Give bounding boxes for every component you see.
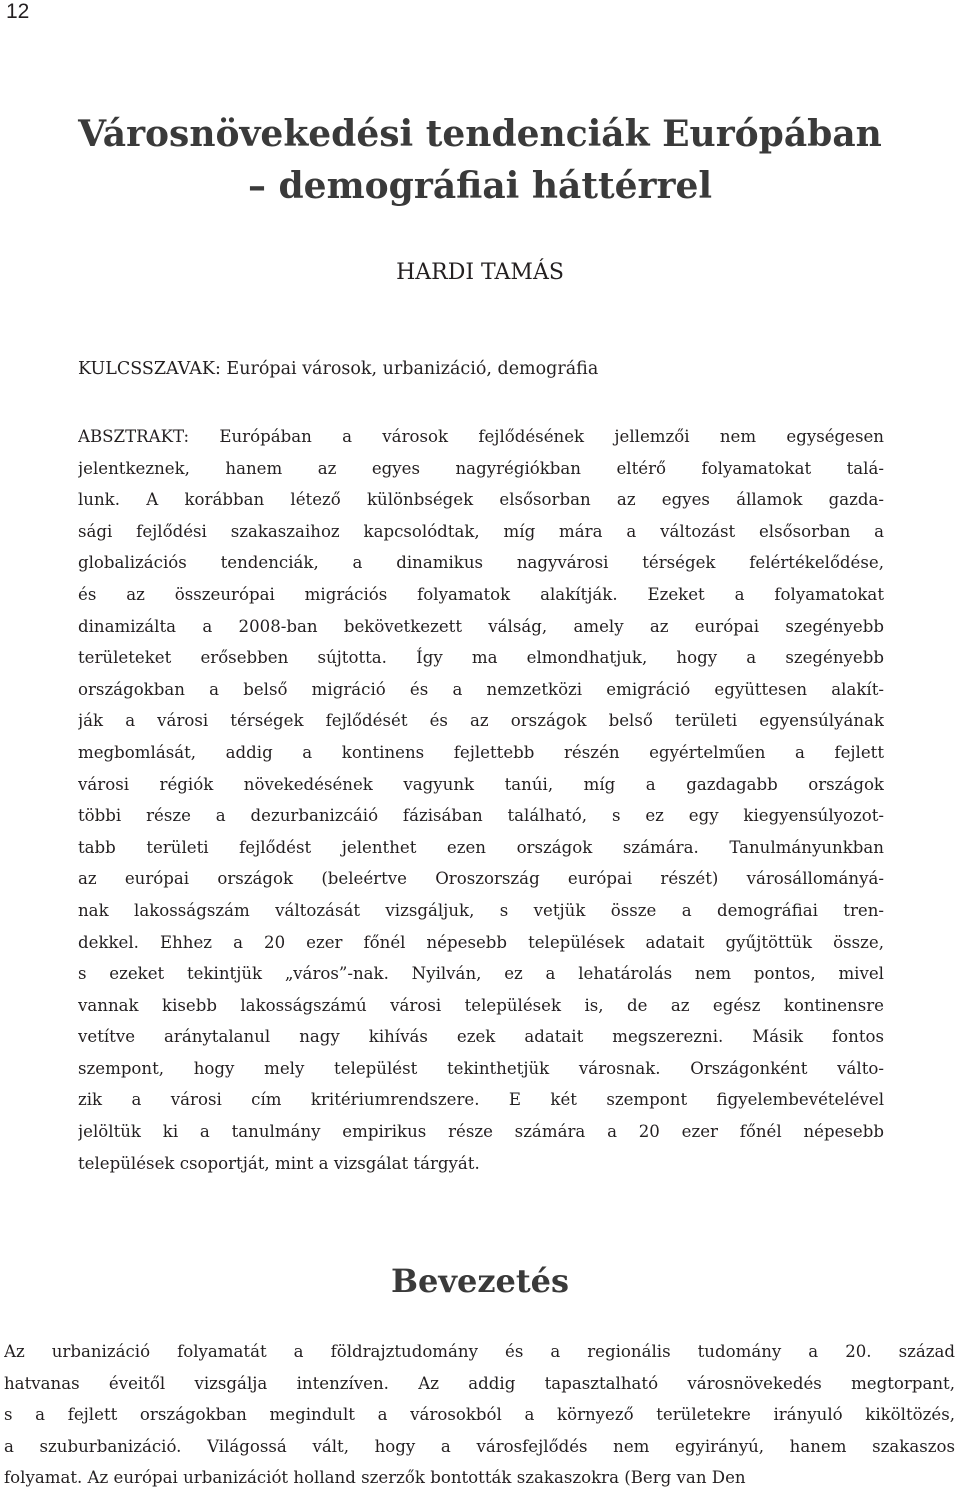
- abstract-line: megbomlását, addig a kontinens fejlettebb részén egyértelműen a fejlett: [78, 742, 884, 762]
- abstract-line: s ezeket tekintjük „város”-nak. Nyilván, ez a lehatárolás nem pontos, mivel: [78, 964, 884, 984]
- abstract-line: városi régiók növekedésének vagyunk tanúi, míg a gazdagabb országok: [78, 774, 884, 794]
- abstract-line: vannak kisebb lakosságszámú városi települések is, de az egész kontinensre: [78, 995, 884, 1015]
- body-text: [4, 1336, 955, 1494]
- article-title: [0, 108, 960, 212]
- page-number: 12: [6, 0, 30, 23]
- body-text-line: a szuburbanizáció. Világossá vált, hogy a városfejlődés nem egyirányú, hanem szakaszos: [4, 1436, 955, 1456]
- body-text-line: Az urbanizáció folyamatát a földrajztudomány és a regionális tudomány a 20. század: [4, 1342, 955, 1361]
- abstract-line: az európai országok (beleértve Oroszország európai részét) városállományá-: [78, 869, 884, 889]
- article-title-line-1: Városnövekedési tendenciák Európában: [78, 113, 882, 155]
- abstract-line: nak lakosságszám változását vizsgáljuk, s vetjük össze a demográfiai tren-: [78, 900, 884, 920]
- abstract-line: jelöltük ki a tanulmány empirikus része számára a 20 ezer főnél népesebb: [78, 1122, 884, 1142]
- abstract-line: zik a városi cím kritériumrendszere. E két szempont figyelembevételével: [78, 1090, 884, 1110]
- body-text-line: hatvanas éveitől vizsgálja intenzíven. Az addig tapasztalható városnövekedés megtorpant,: [4, 1373, 955, 1393]
- abstract-line: lunk. A korábban létező különbségek elsősorban az egyes államok gazda-: [78, 490, 884, 510]
- abstract-line: vetítve aránytalanul nagy kihívás ezek adatait megszerezni. Másik fontos: [78, 1027, 884, 1047]
- abstract-line: országokban a belső migráció és a nemzetközi emigráció együttesen alakít-: [78, 679, 884, 699]
- author-name: HARDI TAMÁS: [396, 260, 564, 285]
- article-title-line-2: – demográfiai háttérrel: [247, 165, 713, 207]
- abstract-line: települések csoportját, mint a vizsgálat tárgyát.: [78, 1153, 480, 1173]
- abstract-line: dekkel. Ehhez a 20 ezer főnél népesebb települések adatait gyűjtöttük össze,: [78, 932, 884, 952]
- abstract-line: tabb területi fejlődést jelenthet ezen országok számára. Tanulmányunkban: [78, 837, 884, 857]
- abstract-line: ják a városi térségek fejlődését és az országok belső területi egyensúlyának: [78, 711, 884, 731]
- abstract-line: jelentkeznek, hanem az egyes nagyrégiókban eltérő folyamatokat talá-: [78, 458, 884, 478]
- abstract-line: ABSZTRAKT: Európában a városok fejlődésének jellemzői nem egységesen: [78, 427, 884, 446]
- section-heading: Bevezetés: [390, 1262, 570, 1300]
- abstract-line: szempont, hogy mely települést tekinthetjük városnak. Országonként válto-: [78, 1058, 884, 1078]
- abstract-line: többi része a dezurbanizcáió fázisában található, s ez egy kiegyensúlyozot-: [78, 806, 884, 826]
- abstract-line: dinamizálta a 2008-ban bekövetkezett válság, amely az európai szegényebb: [78, 616, 884, 636]
- body-text-line: s a fejlett országokban megindult a városokból a környező területekre irányuló kiköltözés,: [4, 1405, 955, 1425]
- abstract-line: globalizációs tendenciák, a dinamikus nagyvárosi térségek felértékelődése,: [78, 553, 884, 573]
- body-text-line: folyamat. Az európai urbanizációt holland szerzők bontották szakaszokra (Berg van Den: [4, 1468, 746, 1488]
- abstract-line: területeket erősebben sújtotta. Így ma elmondhatjuk, hogy a szegényebb: [78, 648, 884, 668]
- abstract-line: és az összeurópai migrációs folyamatok alakítják. Ezeket a folyamatokat: [78, 584, 884, 604]
- abstract-line: sági fejlődési szakaszaihoz kapcsolódtak, míg mára a változást elsősorban a: [78, 521, 884, 541]
- abstract: [78, 421, 884, 1179]
- keywords: KULCSSZAVAK: Európai városok, urbanizáció, demográfia: [78, 359, 599, 379]
